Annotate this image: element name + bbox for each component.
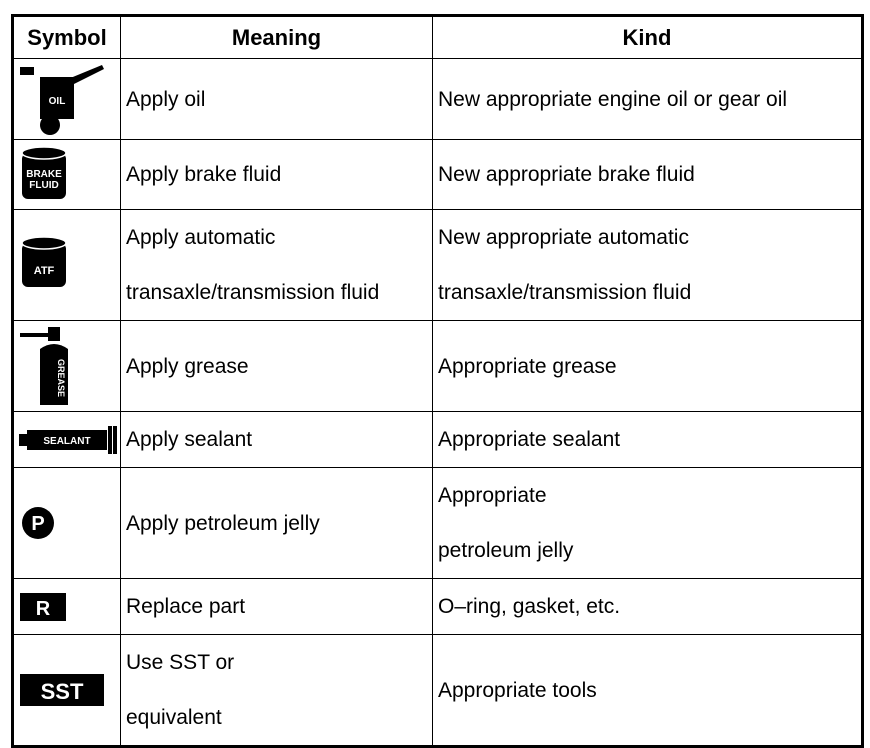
meaning-cell: Use SST or equivalent (121, 635, 433, 747)
kind-cell: O–ring, gasket, etc. (433, 579, 863, 635)
table-row (13, 59, 863, 140)
petroleum-jelly-icon (18, 505, 58, 541)
kind-cell: Appropriate tools (433, 635, 863, 747)
meaning-cell: Apply sealant (121, 412, 433, 468)
symbol-cell (13, 321, 121, 412)
meaning-cell: Apply automatic transaxle/transmission fluid (121, 210, 433, 321)
table-row (13, 412, 863, 468)
table-row (13, 468, 863, 579)
meaning-cell: Apply oil (121, 59, 433, 140)
svg-text:OIL: OIL (48, 96, 66, 107)
sst-icon (18, 672, 108, 708)
table-row (13, 635, 863, 747)
sealant-tube-icon (18, 425, 118, 455)
table-row (13, 321, 863, 412)
svg-text:ATF: ATF (33, 265, 55, 277)
meaning-cell: Apply brake fluid (121, 140, 433, 210)
kind-cell: Appropriate grease (433, 321, 863, 412)
symbol-cell (13, 140, 121, 210)
svg-text:BRAKE: BRAKE (26, 168, 62, 180)
symbol-cell (13, 579, 121, 635)
svg-text:SST: SST (40, 679, 84, 704)
meaning-cell: Apply grease (121, 321, 433, 412)
replace-part-icon (18, 591, 70, 623)
symbol-cell (13, 59, 121, 140)
svg-text:R: R (35, 597, 51, 620)
brake-fluid-icon (18, 143, 78, 207)
kind-cell: New appropriate brake fluid (433, 140, 863, 210)
table-row (13, 210, 863, 321)
header-kind: Kind (433, 16, 863, 59)
table-row (13, 140, 863, 210)
grease-can-icon (18, 323, 88, 409)
svg-text:P: P (31, 513, 45, 535)
symbol-cell (13, 468, 121, 579)
table-row (13, 579, 863, 635)
meaning-cell: Replace part (121, 579, 433, 635)
svg-text:FLUID: FLUID (29, 179, 59, 191)
kind-cell: New appropriate automatic transaxle/transmission fluid (433, 210, 863, 321)
header-row (13, 16, 863, 59)
symbol-cell (13, 210, 121, 321)
symbol-cell (13, 635, 121, 747)
svg-text:SEALANT: SEALANT (43, 435, 91, 447)
oil-can-icon (18, 61, 108, 137)
symbol-legend-table (11, 14, 864, 748)
meaning-cell: Apply petroleum jelly (121, 468, 433, 579)
svg-text:GREASE: GREASE (56, 359, 66, 398)
header-symbol: Symbol (13, 16, 121, 59)
header-meaning: Meaning (121, 16, 433, 59)
kind-cell: New appropriate engine oil or gear oil (433, 59, 863, 140)
kind-cell: Appropriate sealant (433, 412, 863, 468)
kind-cell: Appropriate petroleum jelly (433, 468, 863, 579)
atf-icon (18, 233, 78, 297)
symbol-cell (13, 412, 121, 468)
